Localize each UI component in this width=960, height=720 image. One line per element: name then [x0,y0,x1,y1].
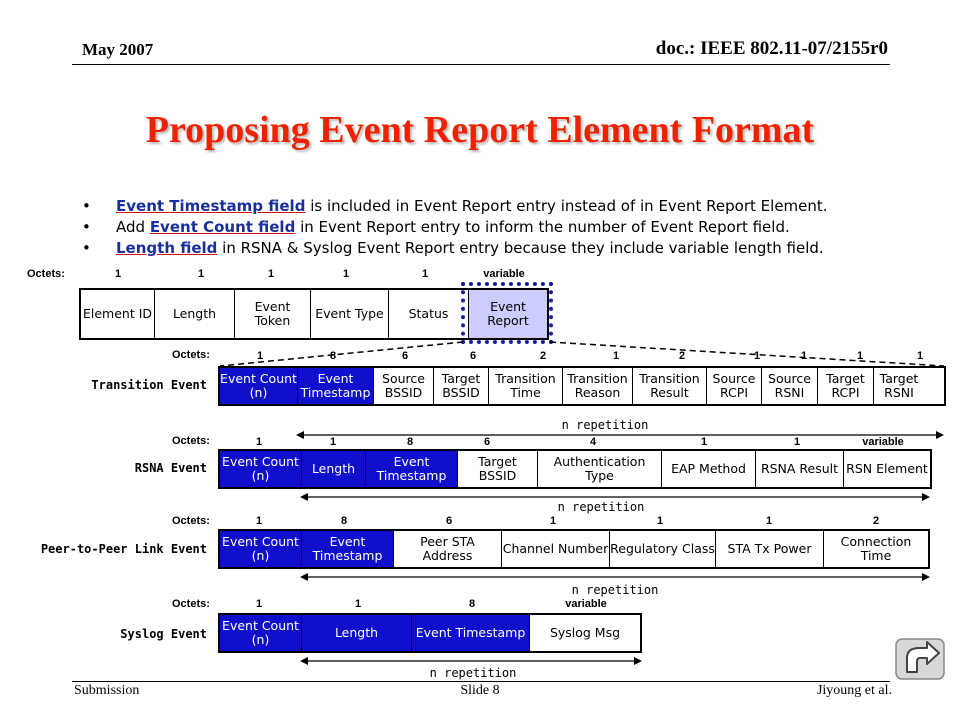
octet-value: 1 [793,436,801,448]
field-event-report: Event Report [469,290,547,338]
field-transition-result: Transition Result [633,368,707,404]
field-rsn-element: RSN Element [846,460,928,476]
bullet-link-event-count[interactable]: Event Count field [149,218,296,236]
syslog-event-label: Syslog Event [120,627,207,641]
repetition-label: n repetition [557,500,645,514]
bullet-text: in RSNA & Syslog Event Report entry because they include variable length field. [217,239,824,257]
field-source-bssid: Source BSSID [374,368,434,404]
field-event-timestamp: Event Timestamp [302,531,394,567]
octets-label: Octets: [172,515,210,527]
footer-rule [72,681,890,682]
octet-value: 1 [856,350,864,362]
footer-author: Jiyoung et al. [816,683,892,698]
field-event-timestamp: Event Timestamp [366,451,458,487]
octet-value: 1 [765,515,773,527]
field-syslog-msg: Syslog Msg [549,624,621,640]
octet-value: variable [862,436,904,448]
field-event-type: Event Type [311,290,389,338]
octet-value: 2 [872,515,880,527]
field-event-count: Event Count (n) [220,451,302,487]
field-target-bssid: Target BSSID [434,368,489,404]
octet-value: 1 [329,436,337,448]
field-element-id: Element ID [81,290,155,338]
octet-value: 4 [589,436,597,448]
bullet-text: is included in Event Report entry instead of in Event Report Element. [305,197,828,215]
octet-value: 1 [800,350,808,362]
rsna-event-row [218,449,932,489]
octet-value: 6 [445,515,453,527]
octet-value: 1 [656,515,664,527]
field-transition-time: Transition Time [489,368,563,404]
octet-value: 1 [255,515,263,527]
octet-value: 1 [354,598,362,610]
octet-value: 6 [401,350,409,362]
slide-title: Proposing Event Report Element Format [145,109,815,151]
octet-value: 6 [469,350,477,362]
octet-value: 1 [255,436,263,448]
repetition-label: n repetition [571,583,659,597]
field-event-timestamp: Event Timestamp [412,615,530,651]
field-status: Status [389,290,469,338]
p2p-event-row [218,529,930,569]
octet-value: 1 [753,350,761,362]
octet-value: 6 [483,436,491,448]
field-target-rsni: Target RSNI [879,370,919,400]
octet-value: variable [483,268,525,280]
header-date: May 2007 [82,40,154,59]
octets-label: Octets: [172,435,210,447]
bullet-link-event-timestamp[interactable]: Event Timestamp field [116,197,306,215]
octet-value: 1 [114,268,122,280]
rsna-event-label: RSNA Event [134,461,207,475]
field-authentication-type: Authentication Type [538,451,662,487]
field-event-count: Event Count (n) [220,615,302,651]
field-event-token: Event Token [235,290,311,338]
octet-value: 1 [256,350,264,362]
bullet-dot: • [82,239,91,257]
p2p-event-label: Peer-to-Peer Link Event [40,542,207,556]
curved-arrow-icon[interactable] [893,636,947,682]
repetition-label: n repetition [561,418,649,432]
repetition-arrow [300,490,932,504]
bullet-prefix: Add [116,218,150,236]
octet-value: 8 [340,515,348,527]
field-sta-tx-power: STA Tx Power [716,531,824,567]
repetition-arrow [296,428,946,442]
syslog-event-row [218,613,642,653]
field-rsna-result: RSNA Result [756,451,844,487]
field-target-bssid: Target BSSID [458,451,538,487]
bullet-text: in Event Report entry to inform the number of Event Report field. [295,218,790,236]
field-length: Length [302,451,366,487]
field-source-rcpi: Source RCPI [707,368,762,404]
octet-value: 8 [468,598,476,610]
field-target-rcpi: Target RCPI [818,368,874,404]
field-source-rsni: Source RSNI [762,368,818,404]
octets-label: Octets: [172,598,210,610]
field-transition-reason: Transition Reason [563,368,633,404]
field-event-count: Event Count (n) [220,368,298,404]
octets-label: Octets: [27,268,65,280]
field-length: Length [155,290,235,338]
transition-event-row [218,366,946,406]
field-regulatory-class: Regulatory Class [610,531,716,567]
octet-value: 1 [612,350,620,362]
footer-submission: Submission [74,683,140,698]
field-channel-number: Channel Number [502,531,610,567]
bullet-dot: • [82,197,91,215]
field-event-count: Event Count (n) [220,531,302,567]
transition-event-label: Transition Event [91,378,207,392]
octet-value: 1 [342,268,350,280]
octet-value: 8 [406,436,414,448]
octet-value: 1 [421,268,429,280]
octet-value: 1 [916,350,924,362]
header-doc-id: doc.: IEEE 802.11-07/2155r0 [655,38,888,59]
octet-value: 2 [678,350,686,362]
octet-value: 1 [700,436,708,448]
repetition-arrow [300,570,932,584]
octet-value: variable [565,598,607,610]
bullet-dot: • [82,218,91,236]
repetition-label: n repetition [429,666,517,680]
footer-slide-number: Slide 8 [460,683,500,698]
octet-value: 1 [549,515,557,527]
octet-value: 1 [255,598,263,610]
field-peer-sta-address: Peer STA Address [394,531,502,567]
field-eap-method: EAP Method [662,451,756,487]
field-length: Length [302,615,412,651]
octet-value: 1 [197,268,205,280]
octet-value: 8 [329,350,337,362]
field-event-timestamp: Event Timestamp [298,368,374,404]
field-connection-time: Connection Time [840,533,912,563]
bullet-link-length-field[interactable]: Length field [116,239,218,257]
octets-label: Octets: [172,349,210,361]
octet-value: 2 [539,350,547,362]
octet-value: 1 [267,268,275,280]
